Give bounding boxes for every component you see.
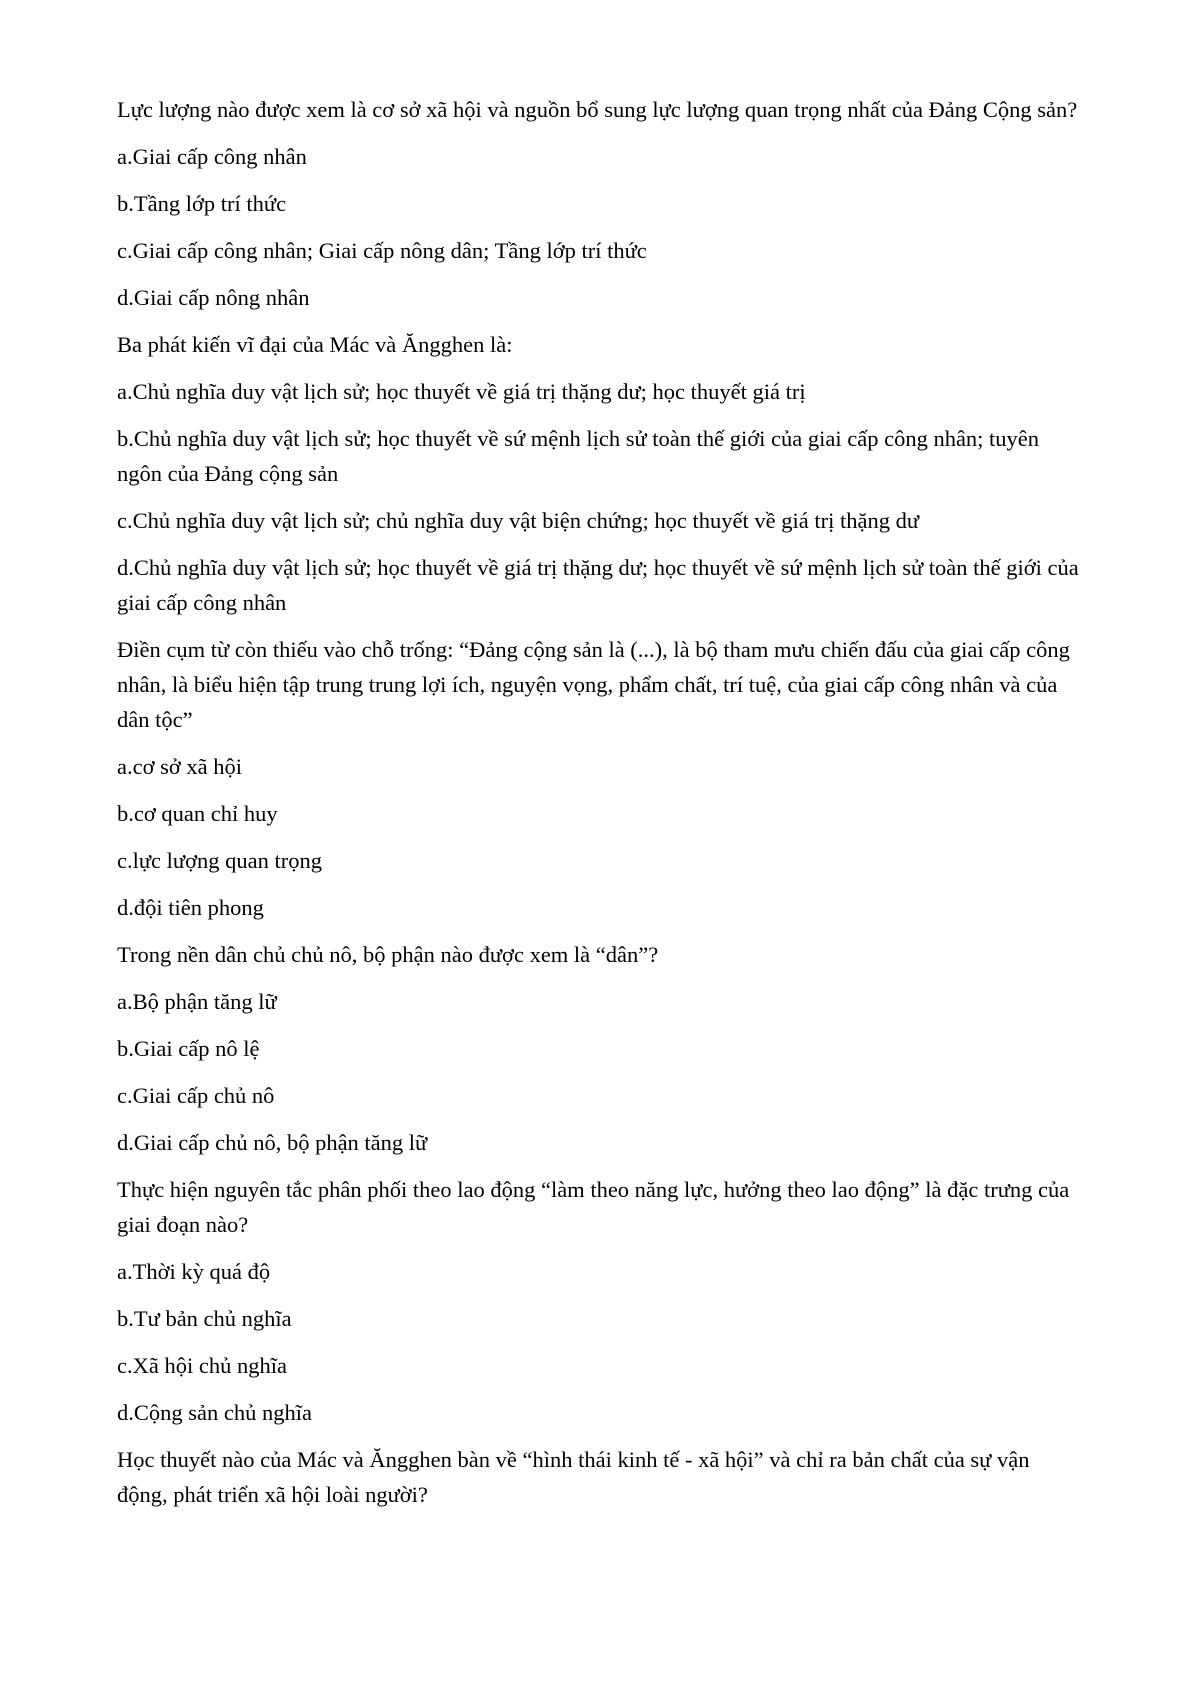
question-1: Lực lượng nào được xem là cơ sở xã hội và nguồn bổ sung lực lượng quan trọng nhất của Đảng Cộng sản? (117, 97, 1078, 122)
question-3-option-c: c.lực lượng quan trọng (117, 848, 322, 873)
question-5-option-b: b.Tư bản chủ nghĩa (117, 1306, 292, 1331)
question-1-option-a: a.Giai cấp công nhân (117, 144, 307, 169)
question-3-option-b: b.cơ quan chỉ huy (117, 801, 278, 826)
question-3: Điền cụm từ còn thiếu vào chỗ trống: “Đảng cộng sản là (...), là bộ tham mưu chiến đấu của giai cấp công nhân, là biểu hiện tập trung trung lợi ích, nguyện vọng, phẩm chất, trí tuệ, của giai cấp công nhân và của dân tộc” (117, 637, 1070, 732)
question-2-option-b: b.Chủ nghĩa duy vật lịch sử; học thuyết về sứ mệnh lịch sử toàn thế giới của giai cấp công nhân; tuyên ngôn của Đảng cộng sản (117, 426, 1040, 486)
question-4-option-b: b.Giai cấp nô lệ (117, 1036, 260, 1061)
question-1-option-d: d.Giai cấp nông nhân (117, 285, 310, 310)
question-1-option-b: b.Tầng lớp trí thức (117, 191, 287, 216)
question-5-option-d: d.Cộng sản chủ nghĩa (117, 1400, 312, 1425)
question-2: Ba phát kiến vĩ đại của Mác và Ăngghen là: (117, 332, 513, 357)
question-5-option-c: c.Xã hội chủ nghĩa (117, 1353, 287, 1378)
question-6: Học thuyết nào của Mác và Ăngghen bàn về “hình thái kinh tế - xã hội” và chỉ ra bản chất của sự vận động, phát triển xã hội loài người? (117, 1447, 1030, 1507)
question-1-option-c: c.Giai cấp công nhân; Giai cấp nông dân; Tầng lớp trí thức (117, 238, 647, 263)
question-5: Thực hiện nguyên tắc phân phối theo lao động “làm theo năng lực, hưởng theo lao động” là đặc trưng của giai đoạn nào? (117, 1177, 1070, 1237)
question-4-option-c: c.Giai cấp chủ nô (117, 1083, 275, 1108)
question-3-option-d: d.đội tiên phong (117, 895, 264, 920)
question-2-option-a: a.Chủ nghĩa duy vật lịch sử; học thuyết về giá trị thặng dư; học thuyết giá trị (117, 379, 806, 404)
question-4-option-d: d.Giai cấp chủ nô, bộ phận tăng lữ (117, 1130, 428, 1155)
question-3-option-a: a.cơ sở xã hội (117, 754, 243, 779)
question-2-option-c: c.Chủ nghĩa duy vật lịch sử; chủ nghĩa duy vật biện chứng; học thuyết về giá trị thặng dư (117, 508, 920, 533)
question-5-option-a: a.Thời kỳ quá độ (117, 1259, 271, 1284)
question-4-option-a: a.Bộ phận tăng lữ (117, 989, 277, 1014)
question-4: Trong nền dân chủ chủ nô, bộ phận nào được xem là “dân”? (117, 942, 659, 967)
question-2-option-d: d.Chủ nghĩa duy vật lịch sử; học thuyết về giá trị thặng dư; học thuyết về sứ mệnh lịch sử toàn thế giới của giai cấp công nhân (117, 555, 1079, 615)
